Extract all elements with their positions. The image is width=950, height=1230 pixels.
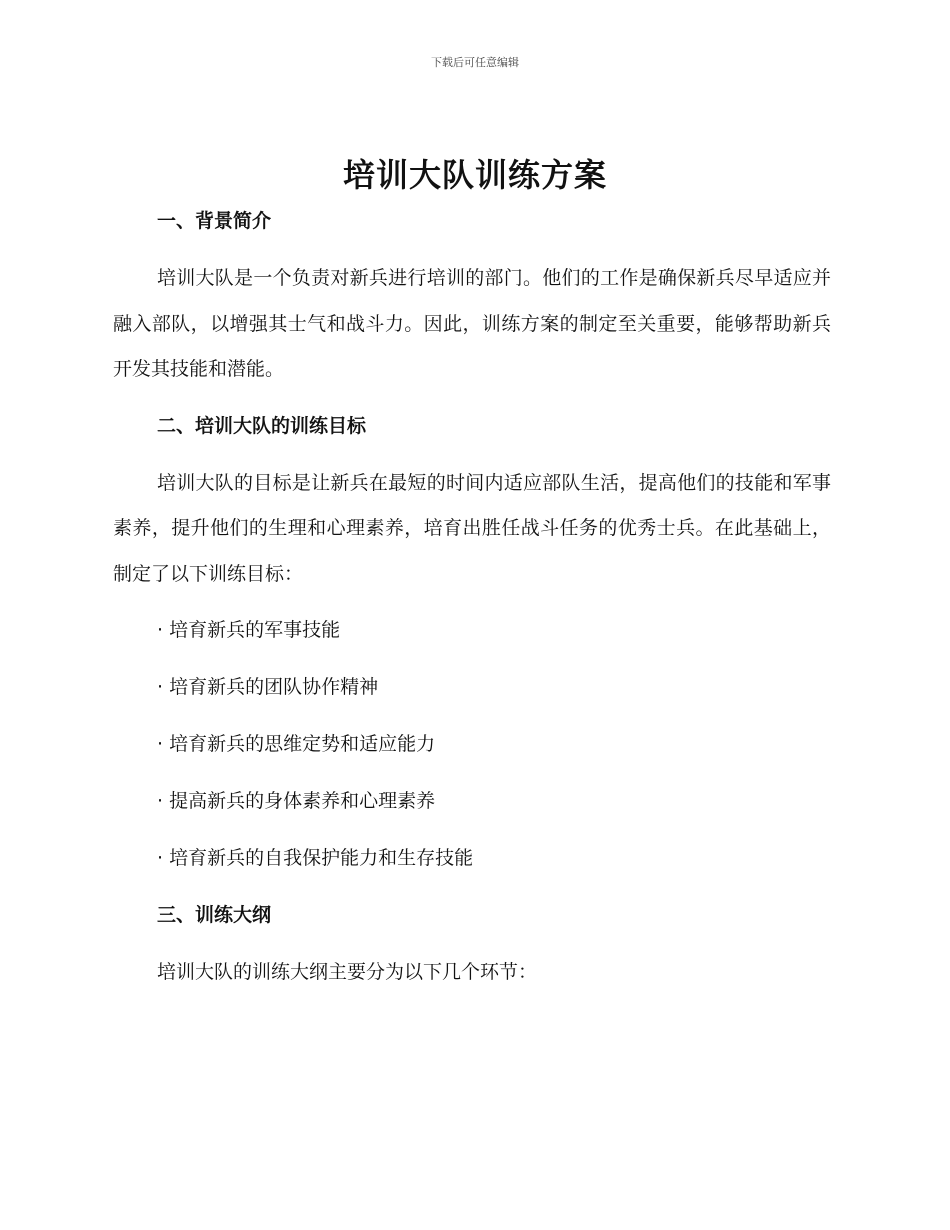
header-note: 下载后可任意编辑 xyxy=(431,56,519,69)
list-item: · 培育新兵的思维定势和适应能力 xyxy=(157,733,436,755)
section-heading-background: 一、背景简介 xyxy=(157,210,272,232)
list-item: · 提高新兵的身体素养和心理素养 xyxy=(157,790,436,812)
section-paragraph-goals: 培训大队的目标是让新兵在最短的时间内适应部队生活，提高他们的技能和军事素养，提升他们的生理和心理素养，培育出胜任战斗任务的优秀士兵。在此基础上，制定了以下训练目标： xyxy=(113,471,831,585)
list-item: · 培育新兵的团队协作精神 xyxy=(157,676,379,698)
section-paragraph-outline: 培训大队的训练大纲主要分为以下几个环节： xyxy=(157,961,538,983)
list-item: · 培育新兵的军事技能 xyxy=(157,619,341,641)
document-title: 培训大队训练方案 xyxy=(342,156,607,194)
section-heading-outline: 三、训练大纲 xyxy=(157,904,272,926)
document-body xyxy=(113,206,831,996)
section-heading-goals: 二、培训大队的训练目标 xyxy=(157,414,367,437)
section-paragraph-background: 培训大队是一个负责对新兵进行培训的部门。他们的工作是确保新兵尽早适应并融入部队，以增强其士气和战斗力。因此，训练方案的制定至关重要，能够帮助新兵开发其技能和潜能。 xyxy=(113,267,831,380)
list-item: · 培育新兵的自我保护能力和生存技能 xyxy=(157,847,474,869)
